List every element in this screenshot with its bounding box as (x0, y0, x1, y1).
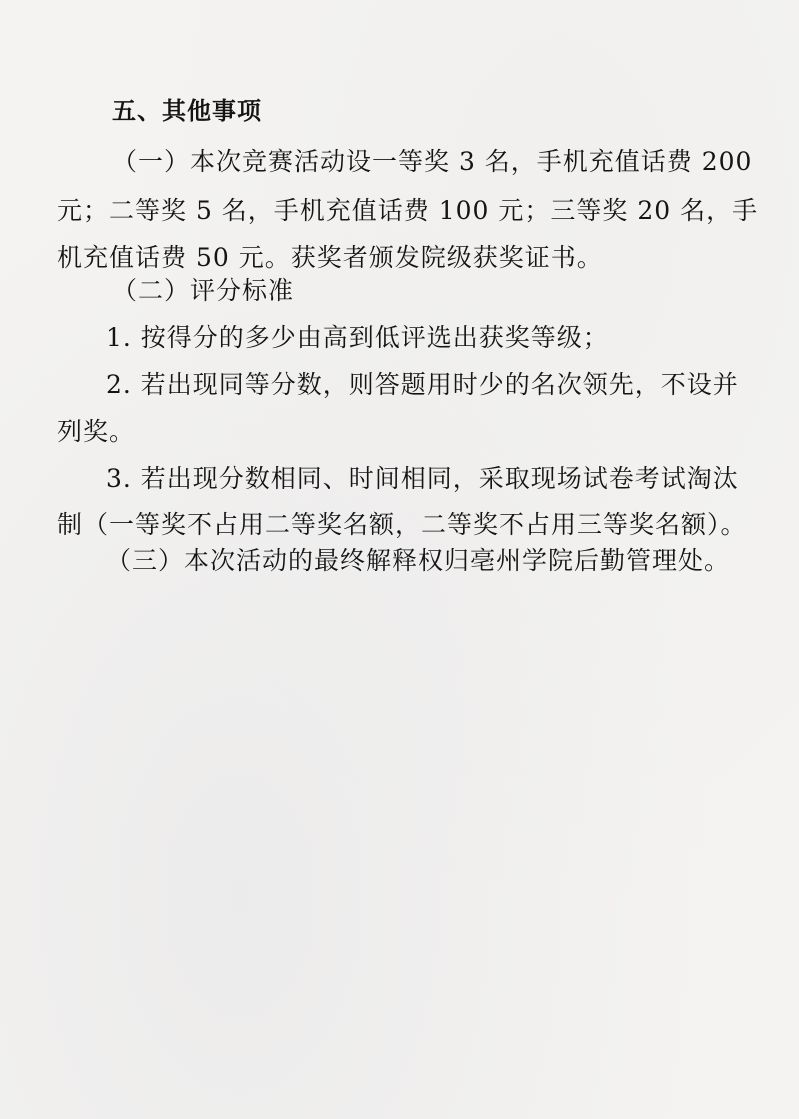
sub-heading-scoring: （二）评分标准 (112, 276, 295, 305)
scoring-item-1: 1. 按得分的多少由高到低评选出获奖等级； (106, 323, 609, 352)
scoring-item-3-line-1: 3. 若出现分数相同、时间相同，采取现场试卷考试淘汰 (106, 464, 739, 493)
paragraph-1-line-3: 机充值话费 50 元。获奖者颁发院级获奖证书。 (57, 243, 603, 272)
paragraph-1-line-1: （一）本次竞赛活动设一等奖 3 名，手机充值话费 200 (112, 147, 753, 176)
section-heading: 五、其他事项 (112, 97, 262, 125)
scoring-item-2-line-1: 2. 若出现同等分数，则答题用时少的名次领先，不设并 (106, 370, 739, 399)
scoring-item-2-line-2: 列奖。 (57, 417, 136, 446)
scoring-item-3-line-2: 制（一等奖不占用二等奖名额，二等奖不占用三等奖名额）。 (57, 510, 747, 539)
paragraph-3: （三）本次活动的最终解释权归亳州学院后勤管理处。 (106, 546, 731, 575)
paragraph-1-line-2: 元；二等奖 5 名，手机充值话费 100 元；三等奖 20 名，手 (57, 196, 759, 225)
